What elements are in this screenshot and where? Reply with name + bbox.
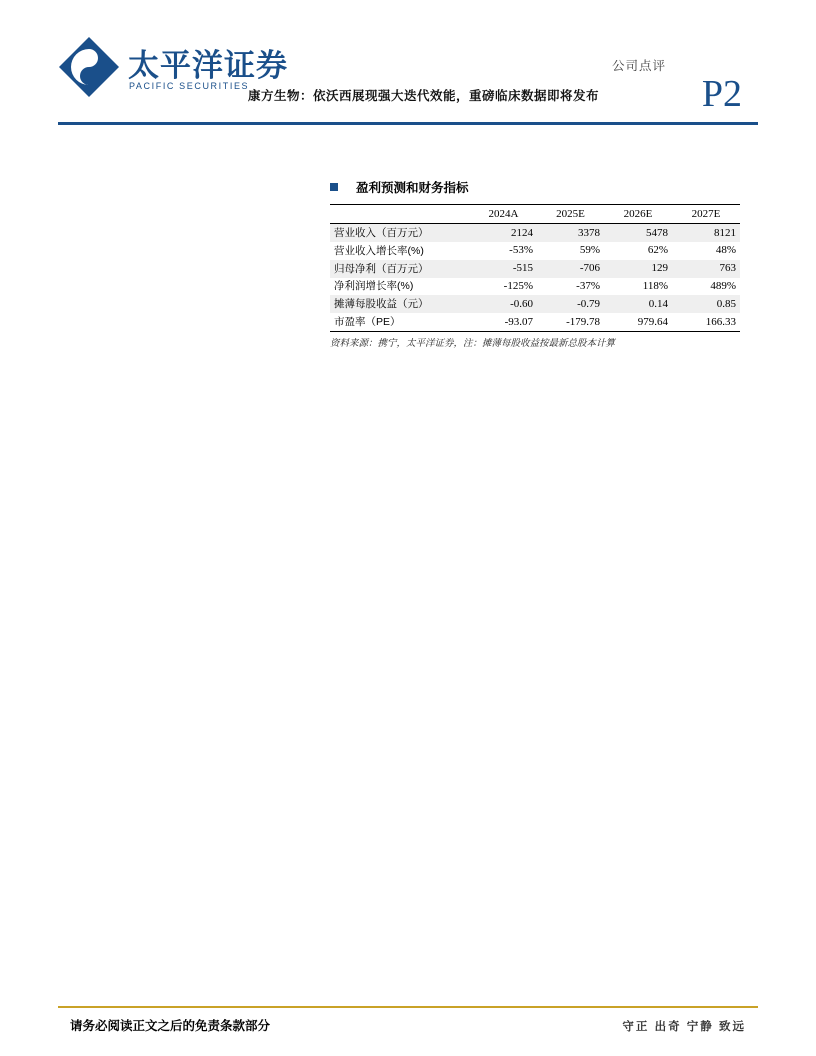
table-row <box>330 242 740 260</box>
table-row <box>330 224 740 242</box>
cell-value: 979.64 <box>604 313 672 331</box>
cell-value: -37% <box>576 280 600 293</box>
square-bullet-icon <box>330 183 338 191</box>
footer-disclaimer: 请务必阅读正文之后的免责条款部分 <box>70 1019 271 1033</box>
cell-value: 2124 <box>470 224 537 242</box>
row-label: 营业收入（百万元） <box>330 224 470 242</box>
cell-value: -0.79 <box>537 295 604 313</box>
cell-value: 0.14 <box>604 295 672 313</box>
cell-value: 129 <box>604 260 672 278</box>
footer-divider <box>58 1006 758 1008</box>
table-row <box>330 313 740 331</box>
cell-value: 489% <box>710 280 736 293</box>
cell-value: 0.85 <box>672 295 740 313</box>
column-header-2026e: 2026E <box>604 205 672 223</box>
cell-value: -93.07 <box>470 313 537 331</box>
financial-forecast-section <box>330 180 740 349</box>
cell-value: 8121 <box>672 224 740 242</box>
cell-value: -125% <box>503 280 533 293</box>
financial-metrics-table <box>330 205 740 332</box>
table-header-row <box>330 205 740 223</box>
cell-value: -179.78 <box>537 313 604 331</box>
footer-slogan: 守正 出奇 宁静 致远 <box>622 1021 746 1033</box>
row-label: 净利润增长率(%) <box>334 280 414 293</box>
header-divider <box>58 122 758 125</box>
cell-value: -515 <box>470 260 537 278</box>
page-header <box>58 28 758 118</box>
row-label: 营业收入增长率(%) <box>334 244 424 257</box>
table-row <box>330 278 740 296</box>
column-header-2024a: 2024A <box>470 205 537 223</box>
pacific-securities-logo-icon <box>58 36 120 98</box>
row-label: 市盈率（PE） <box>330 313 470 331</box>
table-source-note: 资料来源：携宁，太平洋证券，注：摊薄每股收益按最新总股本计算 <box>330 339 616 350</box>
document-type-label: 公司点评 <box>611 59 666 73</box>
cell-value: 62% <box>647 244 668 257</box>
cell-value: -706 <box>537 260 604 278</box>
row-label: 归母净利（百万元） <box>330 260 470 278</box>
logo-text-chinese: 太平洋证券 <box>128 48 288 83</box>
row-label: 摊薄每股收益（元） <box>330 295 470 313</box>
logo-text-english: PACIFIC SECURITIES <box>129 81 250 91</box>
section-heading <box>330 180 740 196</box>
cell-value: 763 <box>672 260 740 278</box>
table-row <box>330 260 740 278</box>
column-header-2025e: 2025E <box>537 205 604 223</box>
cell-value: 5478 <box>604 224 672 242</box>
cell-value: -0.60 <box>470 295 537 313</box>
cell-value: 59% <box>579 244 600 257</box>
cell-value: 48% <box>715 244 736 257</box>
column-header-2027e: 2027E <box>672 205 740 223</box>
cell-value: 166.33 <box>672 313 740 331</box>
page-number: P2 <box>701 73 742 115</box>
report-title: 康方生物：依沃西展现强大迭代效能，重磅临床数据即将发布 <box>248 89 600 103</box>
cell-value: -53% <box>509 244 533 257</box>
section-title: 盈利预测和财务指标 <box>356 181 469 195</box>
cell-value: 118% <box>642 280 668 293</box>
cell-value: 3378 <box>537 224 604 242</box>
table-row <box>330 295 740 313</box>
column-header-label <box>330 205 470 223</box>
